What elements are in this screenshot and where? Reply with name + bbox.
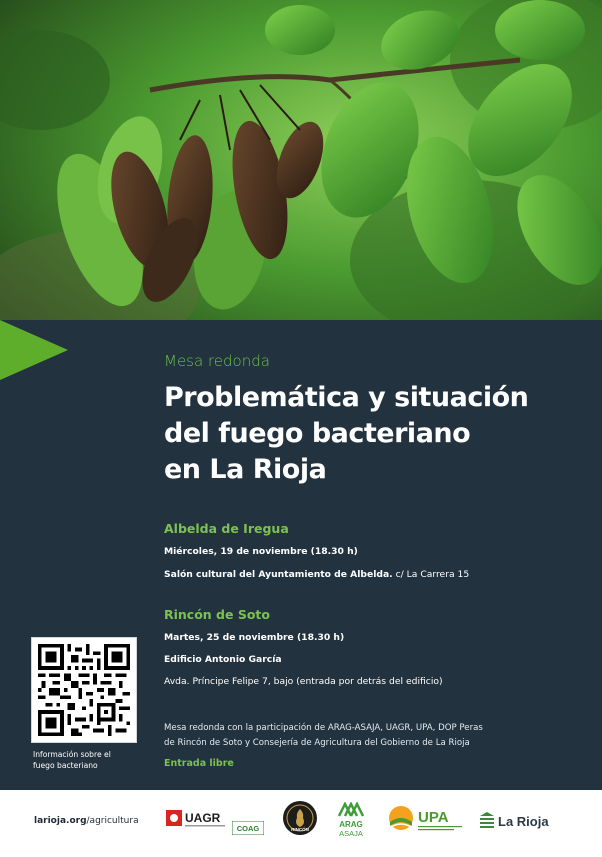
qr-caption-line: fuego bacteriano <box>33 761 98 770</box>
qr-caption-line: Información sobre el <box>33 750 111 759</box>
title-line: del fuego bacteriano <box>164 418 471 449</box>
event1-venue-line <box>164 569 469 580</box>
website-link[interactable] <box>34 816 139 826</box>
green-accent-wedge <box>0 320 68 380</box>
pear-branch-image <box>0 0 602 360</box>
arag-label: ARAG <box>339 820 363 829</box>
event2-venue-text: Edificio Antonio García <box>164 654 282 665</box>
page-title <box>164 380 584 488</box>
uagr-label: UAGR <box>185 811 221 825</box>
uagr-emblem-icon <box>166 809 226 831</box>
title-line: Problemática y situación <box>164 382 529 413</box>
event1-address: c/ La Carrera 15 <box>392 569 470 580</box>
la-rioja-logo <box>478 810 558 832</box>
free-entry-label: Entrada libre <box>164 758 234 769</box>
event2-location: Rincón de Soto <box>164 607 270 622</box>
arag-asaja-emblem-icon <box>336 802 366 840</box>
uagr-logo <box>166 809 226 831</box>
arag-asaja-logo <box>336 802 366 840</box>
description-line: Mesa redonda con la participación de ARAG-ASAJA, UAGR, UPA, DOP Peras <box>164 723 483 733</box>
upa-sun-icon <box>388 804 466 834</box>
coag-emblem-icon <box>232 821 264 835</box>
event1-location: Albelda de Iregua <box>164 521 289 536</box>
la-rioja-label: La Rioja <box>498 814 549 829</box>
description-line: de Rincón de Soto y Consejería de Agricultura del Gobierno de La Rioja <box>164 738 470 748</box>
url-path: /agricultura <box>86 816 139 826</box>
coag-logo <box>232 820 264 834</box>
footer <box>0 790 602 857</box>
asaja-label: ASAJA <box>339 829 363 838</box>
qr-caption <box>33 749 153 771</box>
event2-date-text: Martes, 25 de noviembre (18.30 h) <box>164 632 345 643</box>
qr-code[interactable] <box>31 637 137 743</box>
title-line: en La Rioja <box>164 454 327 485</box>
participants-description <box>164 721 524 751</box>
rincon-dop-logo <box>282 800 318 836</box>
event1-venue: Salón cultural del Ayuntamiento de Albelda. <box>164 569 393 580</box>
upa-label: UPA <box>418 809 449 826</box>
event1-date <box>164 546 358 557</box>
pear-seal-icon <box>282 800 318 836</box>
rincon-label: RINCÓN <box>291 827 309 832</box>
coag-label: COAG <box>236 824 260 833</box>
event2-venue <box>164 654 282 665</box>
event-type: Mesa redonda <box>164 352 270 370</box>
hero-photo <box>0 0 602 360</box>
url-domain: larioja.org <box>34 816 87 826</box>
la-rioja-emblem-icon <box>478 810 558 832</box>
qr-code-icon <box>38 644 130 736</box>
event2-address: Avda. Príncipe Felipe 7, bajo (entrada por detrás del edificio) <box>164 676 443 687</box>
event2-date <box>164 632 344 643</box>
event1-date-text: Miércoles, 19 de noviembre (18.30 h) <box>164 546 358 557</box>
upa-logo <box>388 804 466 834</box>
